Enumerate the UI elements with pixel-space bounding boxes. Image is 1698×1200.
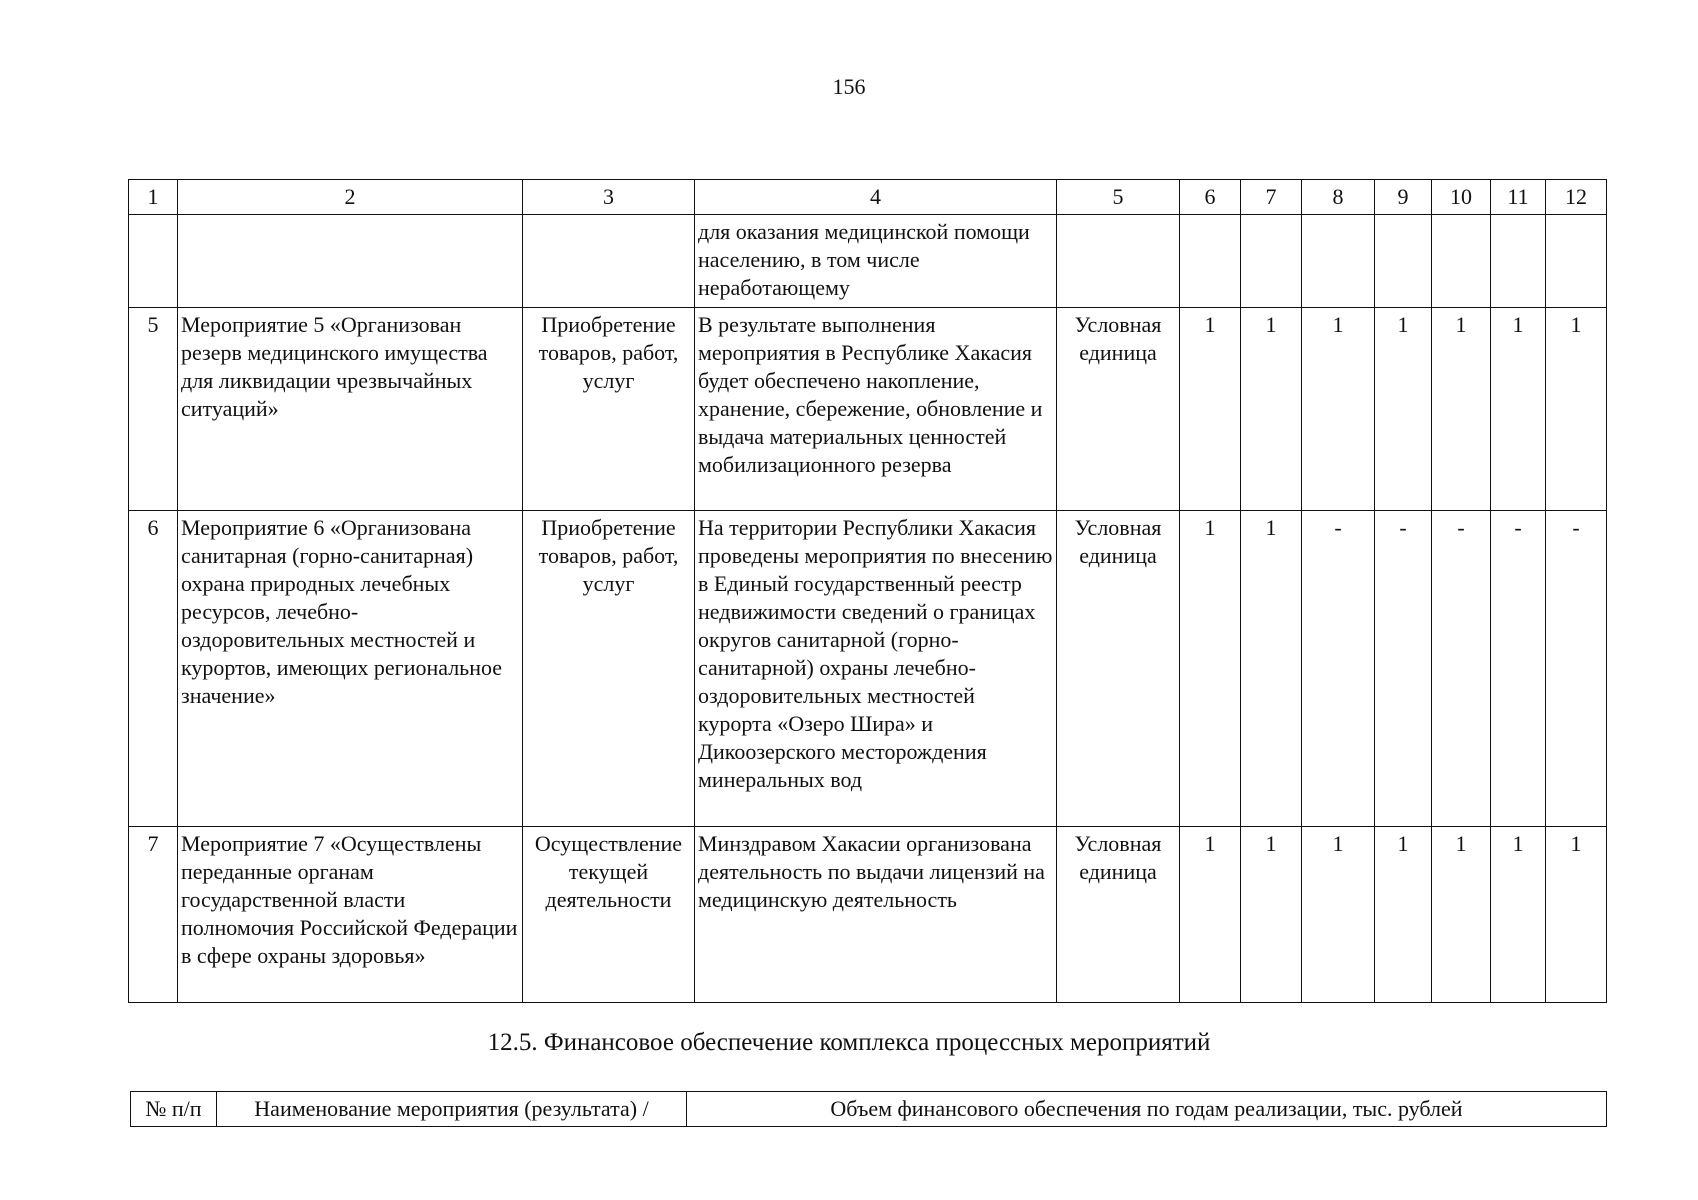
description-cell: для оказания медицинской помощи населению, в том числе неработающему: [695, 215, 1057, 308]
table-cell: [1491, 215, 1546, 308]
table-row: [129, 308, 1607, 511]
table-cell: [1241, 215, 1302, 308]
value-cell: 1: [1491, 827, 1546, 1003]
value-cell: 1: [1241, 827, 1302, 1003]
value-cell: 1: [1180, 827, 1241, 1003]
value-cell: 1: [1432, 827, 1491, 1003]
value-cell: 1: [1546, 308, 1607, 511]
value-cell: 1: [1546, 827, 1607, 1003]
value-cell: -: [1491, 511, 1546, 827]
finance-table: [130, 1091, 1607, 1127]
header-cell: 3: [523, 180, 695, 215]
table-cell: [129, 215, 178, 308]
unit: Условная единица: [1057, 511, 1180, 827]
table-row: [129, 215, 1607, 308]
table-cell: [1432, 215, 1491, 308]
value-cell: -: [1546, 511, 1607, 827]
finance-col-volume: Объем финансового обеспечения по годам реализации, тыс. рублей: [687, 1092, 1607, 1127]
table-cell: [1375, 215, 1432, 308]
header-cell: 8: [1302, 180, 1375, 215]
event-description: Минздравом Хакасии организована деятельность по выдачи лицензий на медицинскую деятельность: [695, 827, 1057, 1003]
value-cell: 1: [1241, 308, 1302, 511]
event-name: Мероприятие 7 «Осуществлены переданные органам государственной власти полномочия Российской Федерации в сфере охраны здоровья»: [178, 827, 523, 1003]
finance-header-row: [131, 1092, 1607, 1127]
finance-col-name: Наименование мероприятия (результата) /: [217, 1092, 687, 1127]
header-cell: 4: [695, 180, 1057, 215]
section-title: 12.5. Финансовое обеспечение комплекса процессных мероприятий: [487, 1029, 1211, 1056]
value-cell: 1: [1241, 511, 1302, 827]
header-cell: 1: [129, 180, 178, 215]
table-row: [129, 827, 1607, 1003]
header-cell: 9: [1375, 180, 1432, 215]
value-cell: 1: [1375, 308, 1432, 511]
value-cell: 1: [1180, 511, 1241, 827]
table-cell: [1057, 215, 1180, 308]
header-cell: 6: [1180, 180, 1241, 215]
table-cell: [178, 215, 523, 308]
value-cell: -: [1302, 511, 1375, 827]
header-cell: 7: [1241, 180, 1302, 215]
finance-col-number: № п/п: [131, 1092, 217, 1127]
value-cell: 1: [1375, 827, 1432, 1003]
event-type: Приобретение товаров, работ, услуг: [523, 511, 695, 827]
row-number: 6: [129, 511, 178, 827]
value-cell: 1: [1432, 308, 1491, 511]
table-cell: [1180, 215, 1241, 308]
row-number: 7: [129, 827, 178, 1003]
header-cell: 2: [178, 180, 523, 215]
value-cell: 1: [1491, 308, 1546, 511]
event-description: На территории Республики Хакасия проведены мероприятия по внесению в Единый государственный реестр недвижимости сведений о границах округов санитарной (горно-санитарной) охраны лечебно-оздоровительных местностей курорта «Озеро Шира» и Дикоозерского месторождения минеральных вод: [695, 511, 1057, 827]
unit: Условная единица: [1057, 827, 1180, 1003]
value-cell: 1: [1302, 827, 1375, 1003]
table-cell: [1546, 215, 1607, 308]
value-cell: 1: [1180, 308, 1241, 511]
header-cell: 10: [1432, 180, 1491, 215]
header-cell: 11: [1491, 180, 1546, 215]
value-cell: -: [1432, 511, 1491, 827]
table-cell: [523, 215, 695, 308]
unit: Условная единица: [1057, 308, 1180, 511]
event-type: Приобретение товаров, работ, услуг: [523, 308, 695, 511]
header-cell: 12: [1546, 180, 1607, 215]
value-cell: -: [1375, 511, 1432, 827]
event-type: Осуществление текущей деятельности: [523, 827, 695, 1003]
page-number: 156: [832, 74, 866, 99]
table-cell: [1302, 215, 1375, 308]
row-number: 5: [129, 308, 178, 511]
value-cell: 1: [1302, 308, 1375, 511]
table-row: [129, 511, 1607, 827]
event-name: Мероприятие 5 «Организован резерв медицинского имущества для ликвидации чрезвычайных ситуаций»: [178, 308, 523, 511]
event-name: Мероприятие 6 «Организована санитарная (горно-санитарная) охрана природных лечебных ресурсов, лечебно-оздоровительных местностей и курортов, имеющих региональное значение»: [178, 511, 523, 827]
header-row: [129, 180, 1607, 215]
header-cell: 5: [1057, 180, 1180, 215]
event-description: В результате выполнения мероприятия в Республике Хакасия будет обеспечено накопление, хранение, сбережение, обновление и выдача материальных ценностей мобилизационного резерва: [695, 308, 1057, 511]
events-table: [128, 179, 1607, 1003]
